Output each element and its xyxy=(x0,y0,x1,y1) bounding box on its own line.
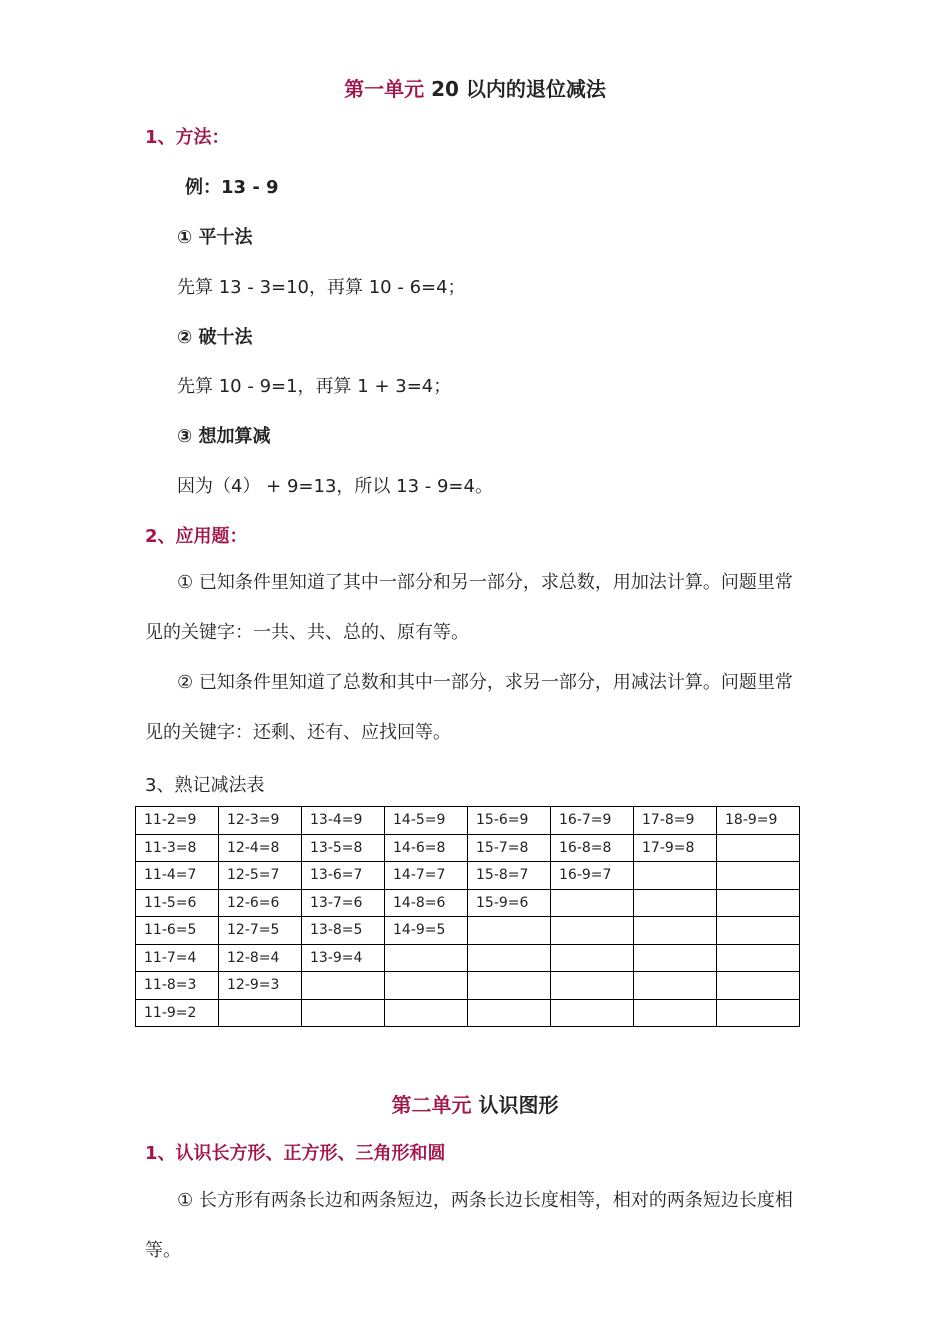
table-cell: 12-6=6 xyxy=(219,889,302,917)
method2-title: ② 破十法 xyxy=(177,327,253,348)
example-line: 例：13 - 9 xyxy=(185,177,279,198)
table-cell: 14-7=7 xyxy=(385,862,468,890)
unit1-title xyxy=(0,73,950,102)
method3-text: 因为（4） + 9=13，所以 13 - 9=4。 xyxy=(177,476,493,497)
table-cell: 12-8=4 xyxy=(219,944,302,972)
unit2-section1-heading: 1、认识长方形、正方形、三角形和圆 xyxy=(145,1143,446,1164)
table-cell: 12-7=5 xyxy=(219,917,302,945)
table-cell xyxy=(634,889,717,917)
table-cell xyxy=(468,917,551,945)
table-cell xyxy=(468,999,551,1027)
unit1-section3-heading: 3、熟记减法表 xyxy=(145,775,265,796)
table-cell: 11-7=4 xyxy=(136,944,219,972)
table-cell: 11-4=7 xyxy=(136,862,219,890)
table-cell: 12-4=8 xyxy=(219,834,302,862)
table-cell xyxy=(717,834,800,862)
table-cell xyxy=(302,972,385,1000)
table-cell xyxy=(468,944,551,972)
table-cell: 12-3=9 xyxy=(219,807,302,835)
table-cell: 14-8=6 xyxy=(385,889,468,917)
table-cell: 12-9=3 xyxy=(219,972,302,1000)
table-cell: 13-9=4 xyxy=(302,944,385,972)
table-cell: 14-6=8 xyxy=(385,834,468,862)
unit1-title-accent: 第一单元 xyxy=(344,77,425,101)
table-cell: 18-9=9 xyxy=(717,807,800,835)
table-cell: 14-9=5 xyxy=(385,917,468,945)
table-cell xyxy=(717,972,800,1000)
application-paragraph-1: ① 已知条件里知道了其中一部分和另一部分，求总数，用加法计算。问题里常见的关键字：一共、共、总的、原有等。 xyxy=(145,572,793,643)
table-cell: 11-2=9 xyxy=(136,807,219,835)
table-cell xyxy=(551,944,634,972)
application-paragraph-2: ② 已知条件里知道了总数和其中一部分，求另一部分，用减法计算。问题里常见的关键字：还剩、还有、应找回等。 xyxy=(145,672,793,743)
table-cell: 13-4=9 xyxy=(302,807,385,835)
table-cell: 13-7=6 xyxy=(302,889,385,917)
table-cell: 11-9=2 xyxy=(136,999,219,1027)
table-cell xyxy=(634,944,717,972)
table-row xyxy=(136,972,800,1000)
table-cell xyxy=(551,999,634,1027)
table-cell: 11-3=8 xyxy=(136,834,219,862)
table-row xyxy=(136,862,800,890)
table-cell: 16-7=9 xyxy=(551,807,634,835)
method1-title: ① 平十法 xyxy=(177,227,253,248)
table-cell xyxy=(717,944,800,972)
unit1-title-rest: 20 以内的退位减法 xyxy=(424,77,606,101)
table-cell xyxy=(717,917,800,945)
unit2-title-accent: 第二单元 xyxy=(391,1093,472,1117)
rectangle-paragraph: ① 长方形有两条长边和两条短边，两条长边长度相等，相对的两条短边长度相等。 xyxy=(145,1190,793,1261)
table-cell xyxy=(302,999,385,1027)
table-cell: 14-5=9 xyxy=(385,807,468,835)
table-cell xyxy=(551,972,634,1000)
table-cell: 16-9=7 xyxy=(551,862,634,890)
table-cell: 15-6=9 xyxy=(468,807,551,835)
table-cell xyxy=(468,972,551,1000)
table-row xyxy=(136,999,800,1027)
table-cell: 13-8=5 xyxy=(302,917,385,945)
table-cell: 15-9=6 xyxy=(468,889,551,917)
subtraction-table xyxy=(135,806,800,1027)
table-cell xyxy=(385,944,468,972)
table-cell: 11-8=3 xyxy=(136,972,219,1000)
table-cell: 16-8=8 xyxy=(551,834,634,862)
table-cell: 13-5=8 xyxy=(302,834,385,862)
table-cell: 12-5=7 xyxy=(219,862,302,890)
table-cell: 15-8=7 xyxy=(468,862,551,890)
table-cell xyxy=(717,889,800,917)
method3-title: ③ 想加算减 xyxy=(177,426,271,447)
table-row xyxy=(136,917,800,945)
unit1-section2-heading: 2、应用题： xyxy=(145,526,248,547)
table-cell xyxy=(634,862,717,890)
unit2-title-rest: 认识图形 xyxy=(471,1093,559,1117)
method1-text: 先算 13 - 3=10，再算 10 - 6=4； xyxy=(177,277,466,298)
table-cell xyxy=(717,862,800,890)
table-cell: 17-8=9 xyxy=(634,807,717,835)
table-row xyxy=(136,889,800,917)
table-cell xyxy=(634,972,717,1000)
table-cell: 11-6=5 xyxy=(136,917,219,945)
table-cell: 15-7=8 xyxy=(468,834,551,862)
table-cell xyxy=(385,972,468,1000)
table-row xyxy=(136,944,800,972)
table-cell: 13-6=7 xyxy=(302,862,385,890)
table-cell xyxy=(551,917,634,945)
unit2-title xyxy=(0,1089,950,1118)
table-cell xyxy=(551,889,634,917)
table-cell xyxy=(634,917,717,945)
table-cell xyxy=(634,999,717,1027)
table-cell xyxy=(219,999,302,1027)
table-cell xyxy=(385,999,468,1027)
table-row xyxy=(136,807,800,835)
table-cell xyxy=(717,999,800,1027)
table-cell: 17-9=8 xyxy=(634,834,717,862)
method2-text: 先算 10 - 9=1，再算 1 + 3=4； xyxy=(177,376,452,397)
unit1-section1-heading: 1、方法： xyxy=(145,127,230,148)
table-cell: 11-5=6 xyxy=(136,889,219,917)
table-row xyxy=(136,834,800,862)
